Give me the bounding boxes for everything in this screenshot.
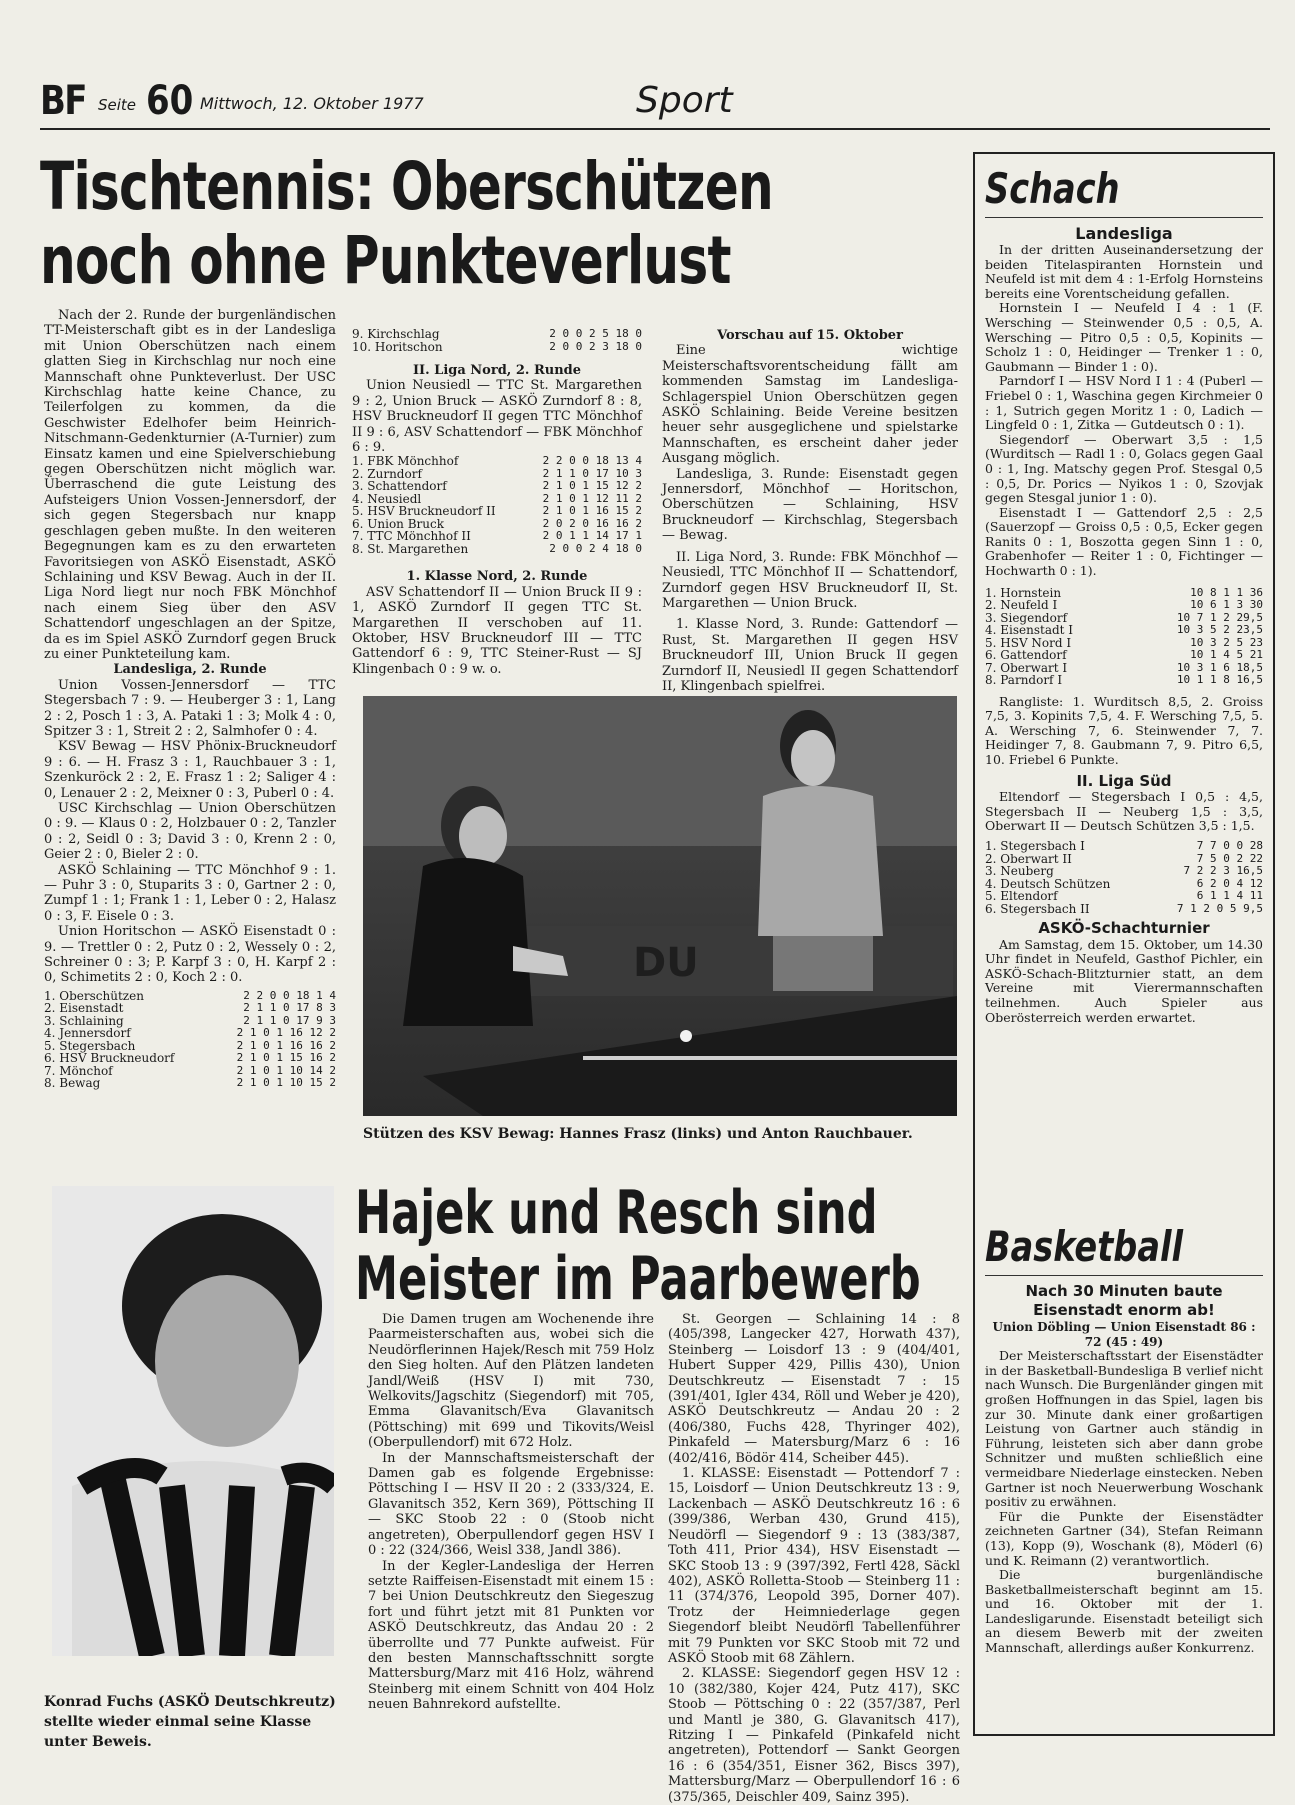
team-stats: 2 1 0 1 16 15 2: [542, 504, 642, 518]
team-stats: 2 0 1 1 14 17 1: [542, 529, 642, 543]
team-stats: 2 1 0 1 15 16 2: [236, 1051, 336, 1065]
schach-body: [985, 243, 1263, 1025]
team-name: 4. Neusiedl: [352, 491, 422, 506]
schach-table-landesliga: [985, 587, 1263, 687]
schach-result: Parndorf I — HSV Nord I 1 : 4 (Puberl — Friebel 0 : 1, Waschina gegen Kirchmeier 0 : 1, Sutrich gegen Moritz 1 : 0, Ladich — Lingfeld 0 : 1, Zitka — Gutdeutsch 0 : 1).: [985, 373, 1263, 433]
team-name: 6. Union Bruck: [352, 516, 444, 531]
standings-row: [985, 624, 1263, 637]
team-name: 6. HSV Bruckneudorf: [44, 1051, 175, 1066]
team-stats: 10 6 1 3 30: [1190, 598, 1263, 612]
team-stats: 2 1 1 0 17 10 3: [542, 466, 642, 480]
team-name: 5. HSV Nord I: [985, 635, 1072, 650]
team-name: 8. Parndorf I: [985, 673, 1063, 688]
team-stats: 10 1 4 5 21: [1190, 648, 1263, 662]
team-name: 10. Horitschon: [352, 339, 443, 354]
team-stats: 2 1 0 1 16 12 2: [236, 1026, 336, 1040]
team-name: 6. Gattendorf: [985, 648, 1067, 663]
team-name: 6. Stegersbach II: [985, 901, 1090, 916]
table-tennis-photo-caption: Stützen des KSV Bewag: Hannes Frasz (links) und Anton Rauchbauer.: [363, 1126, 913, 1142]
standings-row: [985, 890, 1263, 903]
team-stats: 10 1 1 8 16,5: [1176, 673, 1263, 687]
team-name: 5. Eltendorf: [985, 889, 1058, 903]
basketball-paragraph: Für die Punkte der Eisenstädter zeichneten Gartner (34), Stefan Reimann (13), Kopp (9), Woschank (8), Möderl (6) und K. Reimann (2) verantwortlich.: [985, 1508, 1263, 1568]
team-name: 3. Schlaining: [44, 1013, 124, 1028]
team-name: 2. Oberwart II: [985, 851, 1072, 866]
tt-landesliga-heading: Landesliga, 2. Runde: [113, 662, 267, 678]
schach-rangliste: Rangliste: 1. Wurditsch 8,5, 2. Groiss 7,5, 3. Kopinits 7,5, 4. F. Wersching 7,5, 5. A. Wersching 7, 6. Steinwender 7, 7. Heidinger 7, 8. Gaubmann 7, 9. Pitro 6,5, 10. Friebel 6 Punkte.: [985, 693, 1263, 768]
tt-result: Union Horitschon — ASKÖ Eisenstadt 0 : 9. — Trettler 0 : 2, Putz 0 : 2, Wessely 0 : 2, Schreiner 0 : 3; P. Karpf 3 : 0, H. Karpf 2 : 0, Schimetits 2 : 0, Koch 2 : 0.: [44, 924, 336, 986]
tt-result: KSV Bewag — HSV Phönix-Bruckneudorf 9 : 6. — H. Frasz 3 : 1, Rauchbauer 3 : 1, Szenkuröck 2 : 2, E. Frasz 1 : 2; Saliger 4 : 0, Lenauer 2 : 2, Meixner 0 : 3, Puberl 0 : 4.: [44, 739, 336, 801]
basketball-paragraph: Die burgenländische Basketballmeisterschaft beginnt am 15. und 16. Oktober mit der 1. Landesligarunde. Eisenstadt beteiligt sich an diesem Bewerb mit der zweiten Mannschaft, allerdings außer Konkurrenz.: [985, 1567, 1263, 1656]
team-name: 2. Zurndorf: [352, 466, 422, 481]
tt-column-3: [662, 328, 958, 694]
team-name: 7. TTC Mönchhof II: [352, 529, 471, 544]
team-stats: 7 2 2 3 16,5: [1183, 864, 1263, 877]
standings-row: [985, 649, 1263, 662]
headline-line: Hajek und Resch sind: [355, 1178, 878, 1248]
team-name: 3. Schattendorf: [352, 479, 447, 494]
tt-vorschau-item: II. Liga Nord, 3. Runde: FBK Mönchhof — Neusiedl, TTC Mönchhof II — Schattendorf, Zurndorf gegen HSV Bruckneudorf II, St. Margarethen — Union Bruck.: [662, 549, 958, 611]
schach-intro: In der dritten Auseinandersetzung der beiden Titelaspiranten Hornstein und Neufeld ist mit dem 4 : 1-Erfolg Hornsteins bereits eine Vorentscheidung gefallen.: [985, 242, 1263, 301]
kegeln-paragraph: In der Mannschaftsmeisterschaft der Damen gab es folgende Ergebnisse: Pöttsching I — HSV II 20 : 2 (333/324, E. Glavanitsch 352, Kern 369), Pöttsching II — SKC Stoob 22 : 0 (Stoob nicht angetreten), Oberpullendorf gegen HSV I 0 : 22 (324/366, Weisl 338, Jandl 386).: [368, 1450, 654, 1559]
standings-row: [985, 903, 1263, 916]
team-name: 8. St. Margarethen: [352, 541, 469, 556]
team-name: 9. Kirchschlag: [352, 327, 440, 341]
headline-line: noch ohne Punkteverlust: [40, 222, 731, 299]
kegeln-column-2: [668, 1312, 960, 1805]
team-name: 4. Eisenstadt I: [985, 623, 1074, 638]
team-name: 2. Eisenstadt: [44, 1001, 124, 1016]
page-number: 60: [146, 78, 194, 124]
schach-result: Hornstein I — Neufeld I 4 : 1 (F. Wersching — Steinwender 0,5 : 0,5, A. Wersching — Pitro 0,5 : 0,5, Kopinits — Scholz 1 : 0, Heidinger — Trenker 1 : 0, Gaubmann — Binder 1 : 0).: [985, 300, 1263, 374]
tt-table-liga2: [352, 455, 642, 555]
team-stats: 2 1 0 1 10 15 2: [236, 1076, 336, 1090]
tt-result: ASKÖ Schlaining — TTC Mönchhof 9 : 1. — Puhr 3 : 0, Stuparits 3 : 0, Gartner 2 : 0, Zumpf 1 : 1; Frank 1 : 1, Leber 0 : 2, Halasz 0 : 3, F. Eisele 0 : 3.: [44, 862, 336, 924]
kegeln-column-1: [368, 1312, 654, 1713]
team-stats: 2 2 0 0 18 13 4: [542, 454, 642, 468]
headline-line: Meister im Paarbewerb: [355, 1244, 921, 1314]
headline-tischtennis: [40, 148, 773, 299]
standings-row: [44, 1077, 336, 1090]
team-stats: 2 1 0 1 12 11 2: [542, 491, 642, 505]
team-stats: 10 3 2 5 23: [1190, 635, 1263, 649]
tt-liga2-heading: II. Liga Nord, 2. Runde: [412, 363, 582, 378]
divider: [985, 1275, 1263, 1276]
tt-result: Union Vossen-Jennersdorf — TTC Stegersbach 7 : 9. — Heuberger 3 : 1, Lang 2 : 2, Posch 1 : 3, A. Pataki 1 : 3; Molk 4 : 0, Spitzer 3 : 1, Streit 2 : 2, Salmhofer 0 : 4.: [44, 677, 336, 739]
team-stats: 10 3 5 2 23,5: [1176, 623, 1263, 637]
kegeln-paragraph: 1. KLASSE: Eisenstadt — Pottendorf 7 : 15, Loisdorf — Union Deutschkreutz 13 : 9, Lackenbach — ASKÖ Deutschkreutz 16 : 6 (399/386, Werban 430, Grund 415), Neudörfl — Siegendorf 9 : 13 (383/387, Toth 411, Prior 434), HSV Eisenstadt — SKC Stoob 13 : 9 (397/392, Fertl 428, Säckl 402), ASKÖ Rolletta-Stoob — Steinberg 11 : 11 (374/376, Leopold 395, Dorner 407). Trotz der Heimniederlage gegen Siegendorf bleibt Neudörfl Tabellenführer mit 79 Punkten vor SKC Stoob mit 72 und ASKÖ Stoob mit 68 Zählern.: [668, 1466, 960, 1666]
headline-kegeln: [355, 1180, 921, 1312]
tt-column-2: [352, 328, 642, 677]
team-stats: 10 8 1 1 36: [1190, 585, 1263, 599]
table-lettering: DU: [633, 940, 699, 986]
team-stats: 2 0 0 2 3 18 0: [549, 339, 642, 353]
tt-klasse-text: ASV Schattendorf II — Union Bruck II 9 : 1, ASKÖ Zurndorf II gegen TTC St. Margarethen II verschoben auf 11. Oktober, HSV Bruckneudorf III — TTC Gattendorf 6 : 9, TTC Steiner-Rust — SJ Klingenbach 0 : 9 w. o.: [352, 584, 642, 677]
section-title: Sport: [636, 80, 733, 121]
team-stats: 2 1 1 0 17 9 3: [243, 1013, 336, 1027]
team-stats: 2 1 1 0 17 8 3: [243, 1001, 336, 1015]
tt-klasse-heading: 1. Klasse Nord, 2. Runde: [406, 569, 588, 585]
team-stats: 10 3 1 6 18,5: [1176, 660, 1263, 674]
team-name: 4. Deutsch Schützen: [985, 876, 1111, 891]
schach-result: Eisenstadt I — Gattendorf 2,5 : 2,5 (Sauerzopf — Groiss 0,5 : 0,5, Ecker gegen Ranits 0 : 1, Boszotta gegen Sinn 1 : 0, Grabenhofer — Reiter 1 : 0, Fichtinger — Hochwarth 0 : 1).: [985, 504, 1263, 579]
portrait-caption: Konrad Fuchs (ASKÖ Deutschkreutz) stellte wieder einmal seine Klasse unter Beweis.: [44, 1694, 336, 1750]
tt-table-landesliga-cont: [352, 328, 642, 353]
basketball-headline: Nach 30 Minuten baute Eisenstadt enorm ab!: [1025, 1282, 1223, 1319]
sidebar-box: [973, 152, 1275, 1736]
basketball-section: [985, 1222, 1263, 1656]
standings-row: [44, 1052, 336, 1065]
team-stats: 6 2 0 4 12: [1196, 876, 1263, 890]
team-name: 4. Jennersdorf: [44, 1026, 131, 1041]
standings-row: [985, 865, 1263, 878]
standings-row: [352, 543, 642, 556]
headline-line: Tischtennis: Oberschützen: [40, 148, 773, 225]
tt-vorschau-item: Landesliga, 3. Runde: Eisenstadt gegen Jennersdorf, Mönchhof — Horitschon, Oberschützen — Schlaining, HSV Bruckneudorf — Kirchschlag, Stegersbach — Bewag.: [662, 466, 958, 544]
kegeln-paragraph: Die Damen trugen am Wochenende ihre Paarmeisterschaften aus, wobei sich die Neudörflerinnen Hajek/Resch mit 759 Holz den Sieg holten. Auf den Plätzen landeten Jandl/Weiß (HSV I) mit 730, Welkovits/Jagschitz (Siegendorf) mit 705, Emma Glavanitsch/Eva Glavanitsch (Pöttsching) mit 699 und Tikovits/Weisl (Oberpullendorf) mit 672 Holz.: [368, 1312, 654, 1451]
basketball-result: Union Döbling — Union Eisenstadt 86 : 72 (45 : 49): [992, 1320, 1256, 1349]
team-name: 7. Oberwart I: [985, 660, 1068, 675]
schach-turnier-heading: ASKÖ-Schachturnier: [1038, 919, 1210, 937]
team-stats: 7 7 0 0 28: [1196, 839, 1263, 852]
newspaper-logo: BF: [40, 78, 86, 124]
team-name: 1. Oberschützen: [44, 988, 144, 1003]
tt-vorschau-text: Eine wichtige Meisterschaftsvorentscheidung fällt am kommenden Samstag im Landesliga-Schlagerspiel Union Oberschützen gegen ASKÖ Schlaining. Beide Vereine besitzen heuer sehr ausgeglichene und spielstarke Mannschaften, es erscheint daher jeder Ausgang möglich.: [662, 343, 958, 467]
tt-vorschau-item: 1. Klasse Nord, 3. Runde: Gattendorf — Rust, St. Margarethen II gegen HSV Bruckneudorf III, Union Bruck II gegen Zurndorf II, Neusiedl II gegen Schattendorf II, Klingenbach spielfrei.: [662, 617, 958, 694]
schach-table-liga2: [985, 840, 1263, 915]
portrait-image: [52, 1186, 334, 1656]
basketball-title: Basketball: [985, 1222, 1184, 1271]
tt-result: USC Kirchschlag — Union Oberschützen 0 : 9. — Klaus 0 : 2, Holzbauer 0 : 2, Tanzler 0 : 2, Seidl 0 : 3; David 3 : 0, Krenn 2 : 0, Geier 2 : 0, Bieler 2 : 0.: [44, 801, 336, 863]
standings-row: [44, 1002, 336, 1015]
kegeln-paragraph: St. Georgen — Schlaining 14 : 8 (405/398, Langecker 427, Horwath 437), Steinberg — Loisdorf 13 : 9 (404/401, Hubert Supper 429, Pillis 430), Union Deutschkreutz — Eisenstadt 7 : 15 (391/401, Igler 434, Röll und Weber je 420), ASKÖ Deutschkreutz — Andau 20 : 2 (406/380, Fuchs 428, Thyringer 402), Pinkafeld — Matersburg/Marz 6 : 16 (402/416, Bödör 414, Scheiber 445).: [668, 1312, 960, 1466]
team-stats: 7 5 0 2 22: [1196, 851, 1263, 865]
schach-turnier-text: Am Samstag, dem 15. Oktober, um 14.30 Uhr findet in Neufeld, Gasthof Pichler, ein ASKÖ-Schach-Blitzturnier statt, an dem Vereine mit Vierermannschaften teilnehmen. Auch Spieler aus Oberösterreich werden erwartet.: [985, 936, 1263, 1025]
team-name: 7. Mönchof: [44, 1063, 113, 1078]
team-stats: 2 1 0 1 10 14 2: [236, 1063, 336, 1077]
schach-liga2-heading: II. Liga Süd: [1076, 771, 1172, 790]
standings-row: [352, 341, 642, 354]
divider: [985, 217, 1263, 218]
standings-row: [985, 674, 1263, 687]
masthead: [40, 70, 1270, 130]
team-stats: 2 1 0 1 15 12 2: [542, 479, 642, 493]
konrad-fuchs-photo: [52, 1186, 334, 1656]
kegeln-paragraph: In der Kegler-Landesliga der Herren setzte Raiffeisen-Eisenstadt mit einem 15 : 7 bei Union Deutschkreutz den Siegeszug fort und führt jetzt mit 81 Punkten vor ASKÖ Deutschkreutz, das Andau 20 : 2 überrollte und 77 Punkte aufweist. Für den besten Mannschaftsschnitt sorgte Mattersburg/Marz mit 416 Holz, während Steinberg mit einem Schnitt von 404 Holz neuen Bahnrekord aufstellte.: [368, 1558, 654, 1713]
tt-liga2-text: Union Neusiedl — TTC St. Margarethen 9 : 2, Union Bruck — ASKÖ Zurndorf 8 : 8, HSV Bruckneudorf II gegen TTC Mönchhof II 9 : 6, ASV Schattendorf — FBK Mönchhof 6 : 9.: [352, 378, 642, 456]
tt-column-1: [44, 308, 336, 1090]
kegeln-paragraph: 2. KLASSE: Siegendorf gegen HSV 12 : 10 (382/380, Kojer 424, Putz 417), SKC Stoob — Pöttsching 0 : 22 (357/387, Perl und Mantl je 380, G. Glavanitsch 417), Ritzing I — Pinkafeld (Pinkafeld nicht angetreten), Pottendorf — Sankt Georgen 16 : 6 (354/351, Eisner 362, Biscs 397), Mattersburg/Marz — Oberpullendorf 16 : 6 (375/365, Deischler 409, Sainz 395).: [668, 1666, 960, 1805]
basketball-body: [985, 1320, 1263, 1656]
team-name: 1. FBK Mönchhof: [352, 454, 459, 469]
team-name: 5. HSV Bruckneudorf II: [352, 504, 496, 519]
team-name: 1. Stegersbach I: [985, 839, 1085, 853]
team-stats: 2 0 0 2 5 18 0: [549, 327, 642, 340]
table-tennis-photo-image: [363, 696, 957, 1116]
issue-date: Mittwoch, 12. Oktober 1977: [200, 94, 424, 113]
standings-row: [985, 599, 1263, 612]
team-name: 1. Hornstein: [985, 585, 1062, 600]
team-stats: 7 1 2 0 5 9,5: [1176, 901, 1263, 915]
team-stats: 10 7 1 2 29,5: [1176, 610, 1263, 624]
standings-row: [44, 1027, 336, 1040]
team-name: 2. Neufeld I: [985, 598, 1058, 613]
standings-row: [985, 840, 1263, 853]
team-stats: 2 1 0 1 16 16 2: [236, 1038, 336, 1052]
tt-table-landesliga: [44, 990, 336, 1090]
schach-section: [985, 164, 1263, 1025]
team-name: 8. Bewag: [44, 1076, 101, 1091]
schach-liga2-text: Eltendorf — Stegersbach I 0,5 : 4,5, Stegersbach II — Neuberg 1,5 : 3,5, Oberwart II — Deutsch Schützen 3,5 : 1,5.: [985, 789, 1263, 834]
table-tennis-photo: [363, 696, 957, 1116]
team-stats: 2 0 2 0 16 16 2: [542, 516, 642, 530]
team-name: 3. Neuberg: [985, 864, 1054, 878]
team-stats: 2 0 0 2 4 18 0: [549, 541, 642, 555]
basketball-paragraph: Der Meisterschaftsstart der Eisenstädter in der Basketball-Bundesliga B verlief nicht nach Wunsch. Die Burgenländer gingen mit großen Hoffnungen in das Spiel, lagen bis zur 30. Minute dank einer großartigen Leistung von Gartner auch ständig in Führung, leisteten sich aber dann grobe Schnitzer und mußten schließlich eine vermeidbare Niederlage einstecken. Neben Gartner ist noch Neuerwerbung Woschank positiv zu erwähnen.: [985, 1348, 1263, 1510]
team-name: 5. Stegersbach: [44, 1038, 136, 1053]
schach-landesliga-heading: Landesliga: [1075, 224, 1173, 243]
page-label: Seite: [98, 96, 137, 114]
team-stats: 2 2 0 0 18 1 4: [243, 988, 336, 1002]
standings-row: [352, 328, 642, 341]
team-stats: 6 1 1 4 11: [1196, 889, 1263, 902]
team-name: 3. Siegendorf: [985, 610, 1068, 625]
schach-title: Schach: [985, 164, 1120, 213]
tt-vorschau-heading: Vorschau auf 15. Oktober: [717, 328, 903, 343]
tt-lead: Nach der 2. Runde der burgenländischen TT-Meisterschaft gibt es in der Landesliga mit Union Oberschützen nach einem glatten Sieg in Kirchschlag nur noch eine Mannschaft ohne Punkteverlust. Der USC Kirchschlag hatte keine Chance, zu Teilerfolgen zu kommen, da die Geschwister Edelhofer beim Heinrich-Nitschmann-Gedenkturnier (A-Turnier) zum Einsatz kamen und eine Spielverschiebung gegen Oberschützen nicht möglich war. Überraschend die gute Leistung des Aufsteigers Union Vossen-Jennersdorf, der sich gegen Stegersbach nur knapp geschlagen geben mußte. In den weiteren Begegnungen kam es zu den erwarteten Favoritsiegen von ASKÖ Eisenstadt, ASKÖ Schlaining und KSV Bewag. Auch in der II. Liga Nord liegt nur noch FBK Mönchhof nach einem Sieg über den ASV Schattendorf ungeschlagen an der Spitze, da es im Spiel ASKÖ Zurndorf gegen Bruck zu einer Punkteteilung kam.: [44, 308, 336, 662]
schach-result: Siegendorf — Oberwart 3,5 : 1,5 (Wurditsch — Radl 1 : 0, Golacs gegen Gaal 0 : 1, Ing. Matschy gegen Prof. Stesgal 0,5 : 0,5, Dr. Porics — Nyikos 1 : 0, Szovjak gegen Stesgal junior 1 : 0).: [985, 431, 1263, 506]
